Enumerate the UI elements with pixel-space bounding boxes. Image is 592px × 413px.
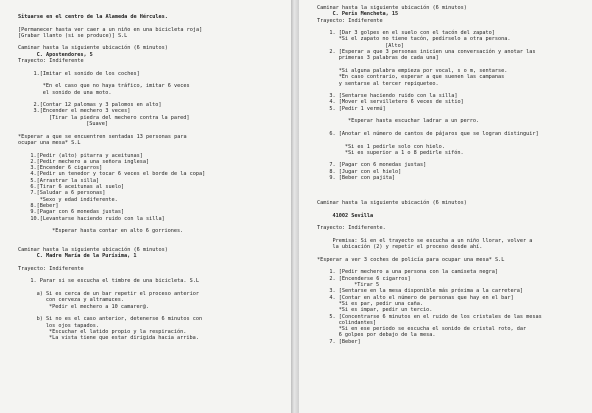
- text-line: 2.[Contar 12 palomas y 3 palomos en alto]: [33, 102, 162, 109]
- text-line: 2.[Pedir mechero a una señora inglesa]: [30, 158, 150, 165]
- text-line: [Alto]: [385, 42, 404, 49]
- text-line: 6. [Anotar el número de cantos de pájaros que se logran distinguir]: [329, 130, 539, 137]
- text-line: *Esperar a ver 3 coches de policía para ocupar una mesa* S.L: [317, 256, 505, 263]
- text-line: *Escuchar el latido propio y la respiración.: [49, 328, 187, 335]
- text-line: *Esperar hasta contar en alto 6 gorriones.: [52, 228, 184, 235]
- text-line: 1. Parar si se escucha el timbre de una bicicleta. S.L: [30, 278, 200, 285]
- text-line: con cerveza y altramuces.: [45, 297, 124, 304]
- text-line: [Tirar la piedra del mechero contra la pared]: [49, 114, 190, 121]
- text-line: 2. [Esperar a que 3 personas inicien una conversación y anotar las: [329, 49, 536, 56]
- text-line: *Pedir el mechero a 10 camarer@.: [49, 303, 149, 310]
- text-line: 6.[Tirar 6 aceitunas al suelo]: [30, 184, 125, 191]
- text-line: *En caso contrario, esperar a que suenen las campanas: [338, 74, 505, 81]
- left-page: [0, 0, 291, 413]
- text-line: 5. [Concentrarse 6 minutos en el ruido de los cristales de las mesas: [329, 313, 542, 320]
- text-line: 4. [Contar en alto el número de personas que hay en el bar]: [329, 294, 514, 301]
- text-line: 5.[Arrastrar la silla]: [30, 177, 100, 184]
- text-line: 1.[Pedir (alto) pitarra y aceitunas]: [30, 152, 143, 159]
- text-line: 3. [Sentarse en la mesa disponible más próxima a la carretera]: [329, 288, 524, 295]
- text-line: Premisa: Si en el trayecto se escucha a un niño llorar, volver a: [332, 237, 533, 244]
- text-line: 3.[Encender 6 cigarros]: [30, 165, 103, 172]
- text-line: y sentarse al tercer repiqueteo.: [338, 80, 439, 87]
- text-line: *Esperar a que se encuentren sentadas 13 personas para: [18, 133, 187, 140]
- text-line: a) Si es cerca de un bar repetir el proceso anterior: [36, 291, 199, 298]
- text-line: Trayecto: Indiferente.: [317, 225, 386, 232]
- text-line: 3. [Sentarse haciendo ruido con la silla]: [329, 93, 458, 100]
- text-line: los ojos tapados.: [45, 322, 99, 329]
- text-line: [Suave]: [86, 121, 109, 128]
- text-line: *Esperar hasta escuchar ladrar a un perro.: [348, 118, 480, 125]
- section-heading: C. Apostendores, 5: [36, 51, 93, 58]
- text-line: 2. [Encenderse 6 cigarros]: [329, 275, 411, 282]
- text-line: Trayecto: Indiferente: [18, 265, 84, 272]
- section-heading: 41002 Sevilla: [332, 212, 374, 219]
- text-line: 4.[Pedir un tenedor y tocar 6 veces el borde de la copa]: [30, 171, 206, 178]
- text-line: *Si es impar, pedir un tercio.: [338, 307, 433, 314]
- text-line: 7. [Beber]: [329, 338, 361, 345]
- text-line: Caminar hasta la siguiente ubicación (6 minutos): [18, 45, 168, 52]
- text-line: *Si alguna palabra empieza por vocal, s o m, sentarse.: [338, 67, 508, 74]
- text-line: colindantes]: [338, 319, 377, 326]
- text-line: 1.[Imitar el sonido de los coches]: [33, 70, 140, 77]
- text-line: el sonido de una moto.: [42, 89, 112, 96]
- text-line: *Tirar 5: [354, 282, 380, 289]
- text-line: *La vista tiene que estar dirigida hacia arriba.: [49, 335, 199, 342]
- text-line: 1. [Dar 3 golpes en el suelo con el tacón del zapato]: [329, 30, 495, 37]
- text-line: 7.[Saludar a 6 personas]: [30, 190, 106, 197]
- text-line: Caminar hasta la siguiente ubicación (6 minutos): [18, 246, 168, 253]
- text-line: 3.[Encender el mechero 3 veces]: [33, 108, 131, 115]
- text-line: *Sexo y edad indiferente.: [39, 196, 118, 203]
- text-line: *Si es superior a 1 o 8 pedirle sifón.: [344, 149, 464, 156]
- text-line: *En el caso que no haya tráfico, imitar 6 veces: [42, 83, 190, 90]
- text-line: 5. [Pedir 1 vermú]: [329, 105, 386, 112]
- text-line: b) Si no es el caso anterior, detenerse 6 minutos con: [36, 316, 203, 323]
- section-heading: C. Peris Mencheta, 15: [332, 11, 399, 18]
- right-page: [299, 0, 592, 413]
- text-line: Caminar hasta la siguiente ubicación (6 minutos): [317, 200, 467, 207]
- text-line: *Si es par, pedir una caña.: [338, 300, 424, 307]
- text-line: *Si el zapato no tiene tacón, pedírselo a otra persona.: [338, 36, 511, 43]
- text-line: la ubicación (2) y repetir el proceso desde ahí.: [332, 244, 483, 251]
- text-line: Trayecto: Indiferente: [317, 17, 383, 24]
- text-line: 1. [Pedir mechero a una persona con la camiseta negra]: [329, 269, 499, 276]
- page-gutter: [291, 0, 299, 413]
- text-line: Trayecto: Indiferente: [18, 58, 84, 65]
- text-line: *Si es 1 pedirle solo con hielo.: [344, 143, 445, 150]
- text-line: 8. [Jugar con el hielo]: [329, 168, 402, 175]
- text-line: Caminar hasta la siguiente ubicación (6 minutos): [317, 5, 467, 11]
- text-line: 9.[Pagar con 6 monedas justas]: [30, 209, 125, 216]
- text-line: [Grabar llanto (si se produce)] S.L: [18, 32, 128, 39]
- text-line: [Permanecer hasta ver caer a un niño en una bicicleta roja]: [18, 26, 203, 33]
- text-line: ocupar una mesa* S.L: [18, 139, 81, 146]
- section-heading: Situarse en el centro de la Alameda de Hércules.: [18, 14, 168, 20]
- text-line: *Si en ese periodo se escucha el sonido de cristal roto, dar: [338, 326, 527, 333]
- text-line: 9. [Beber con pajita]: [329, 175, 395, 182]
- text-line: 6 golpes por debajo de la mesa.: [338, 332, 436, 339]
- text-line: 8.[Beber]: [30, 202, 59, 209]
- text-line: primeras 3 palabras de cada una]: [338, 55, 439, 62]
- text-line: 7. [Pagar con 6 monedas justas]: [329, 162, 427, 169]
- text-line: 4. [Mover el servilletero 6 veces de sitio]: [329, 99, 464, 106]
- section-heading: C. Madre María de la Purísima, 1: [36, 253, 137, 260]
- text-line: 10.[Levantarse haciendo ruido con la silla]: [30, 215, 165, 222]
